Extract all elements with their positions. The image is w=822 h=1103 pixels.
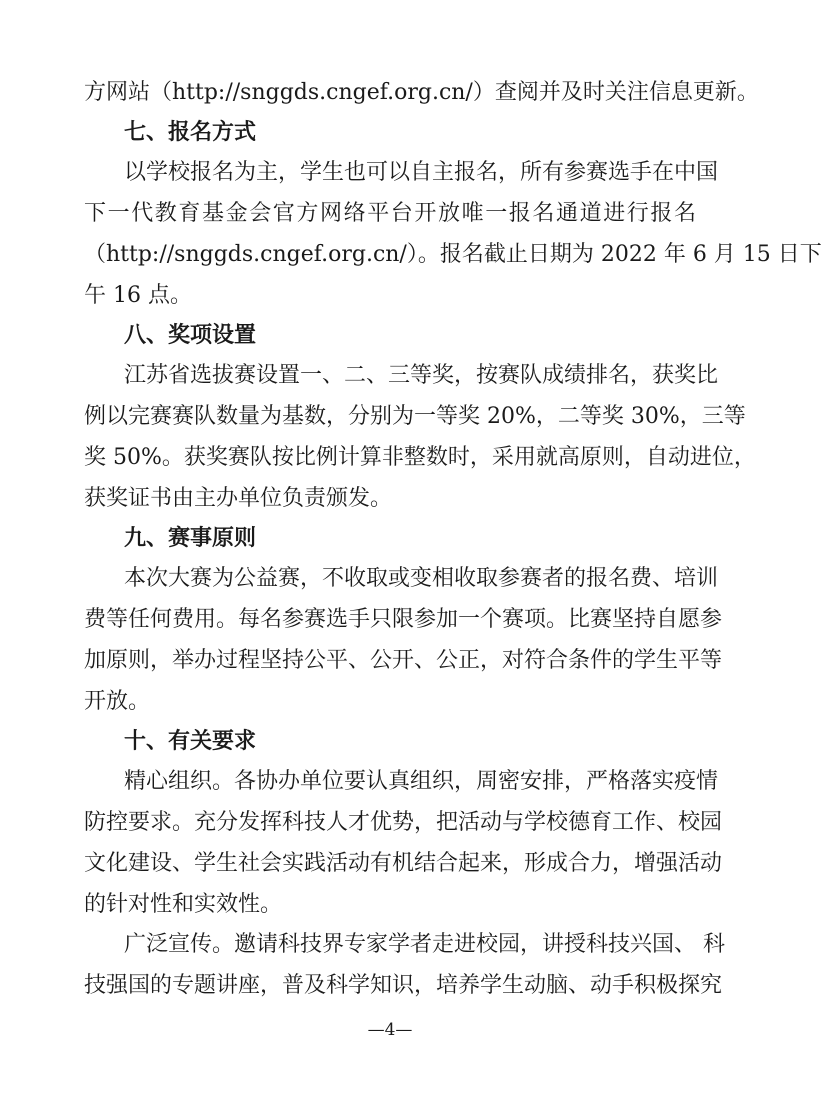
paragraph-line: 技强国的专题讲座，普及科学知识，培养学生动脑、动手积极探究 — [84, 973, 723, 998]
paragraph-line: 江苏省选拔赛设置一、二、三等奖，按赛队成绩排名，获奖比 — [124, 363, 719, 388]
paragraph-line: 加原则，举办过程坚持公平、公开、公正，对符合条件的学生平等 — [84, 648, 723, 673]
paragraph-line: 获奖证书由主办单位负责颁发。 — [84, 486, 393, 511]
paragraph-line: 开放。 — [84, 689, 151, 714]
section-heading: 七、报名方式 — [124, 120, 257, 145]
section-heading: 八、奖项设置 — [124, 323, 257, 348]
paragraph-line: 例以完赛赛队数量为基数，分别为一等奖 20%，二等奖 30%，三等 — [84, 404, 746, 429]
paragraph-line: 以学校报名为主，学生也可以自主报名，所有参赛选手在中国 — [124, 160, 719, 185]
paragraph-line: 下一代教育基金会官方网络平台开放唯一报名通道进行报名 — [84, 201, 696, 226]
paragraph-line: 奖 50%。获奖赛队按比例计算非整数时，采用就高原则，自动进位， — [84, 445, 756, 470]
paragraph-line: 精心组织。各协办单位要认真组织，周密安排，严格落实疫情 — [124, 769, 719, 794]
section-heading: 十、有关要求 — [124, 729, 257, 754]
paragraph-line: 广泛宣传。邀请科技界专家学者走进校园，讲授科技兴国、 科 — [124, 932, 725, 957]
paragraph-line: （http://snggds.cngef.org.cn/）。报名截止日期为 2022 年 6 月 15 日下 — [84, 242, 822, 267]
paragraph-line: 方网站（http://snggds.cngef.org.cn/）查阅并及时关注信息更新。 — [84, 80, 759, 105]
paragraph-line: 的针对性和实效性。 — [84, 892, 283, 917]
page-number: —4— — [367, 1020, 413, 1040]
paragraph-line: 午 16 点。 — [84, 283, 192, 308]
section-heading: 九、赛事原则 — [124, 526, 257, 551]
paragraph-line: 文化建设、学生社会实践活动有机结合起来，形成合力，增强活动 — [84, 851, 723, 876]
paragraph-line: 费等任何费用。每名参赛选手只限参加一个赛项。比赛坚持自愿参 — [84, 607, 723, 632]
paragraph-line: 本次大赛为公益赛，不收取或变相收取参赛者的报名费、培训 — [124, 566, 719, 591]
paragraph-line: 防控要求。充分发挥科技人才优势，把活动与学校德育工作、校园 — [84, 810, 723, 835]
